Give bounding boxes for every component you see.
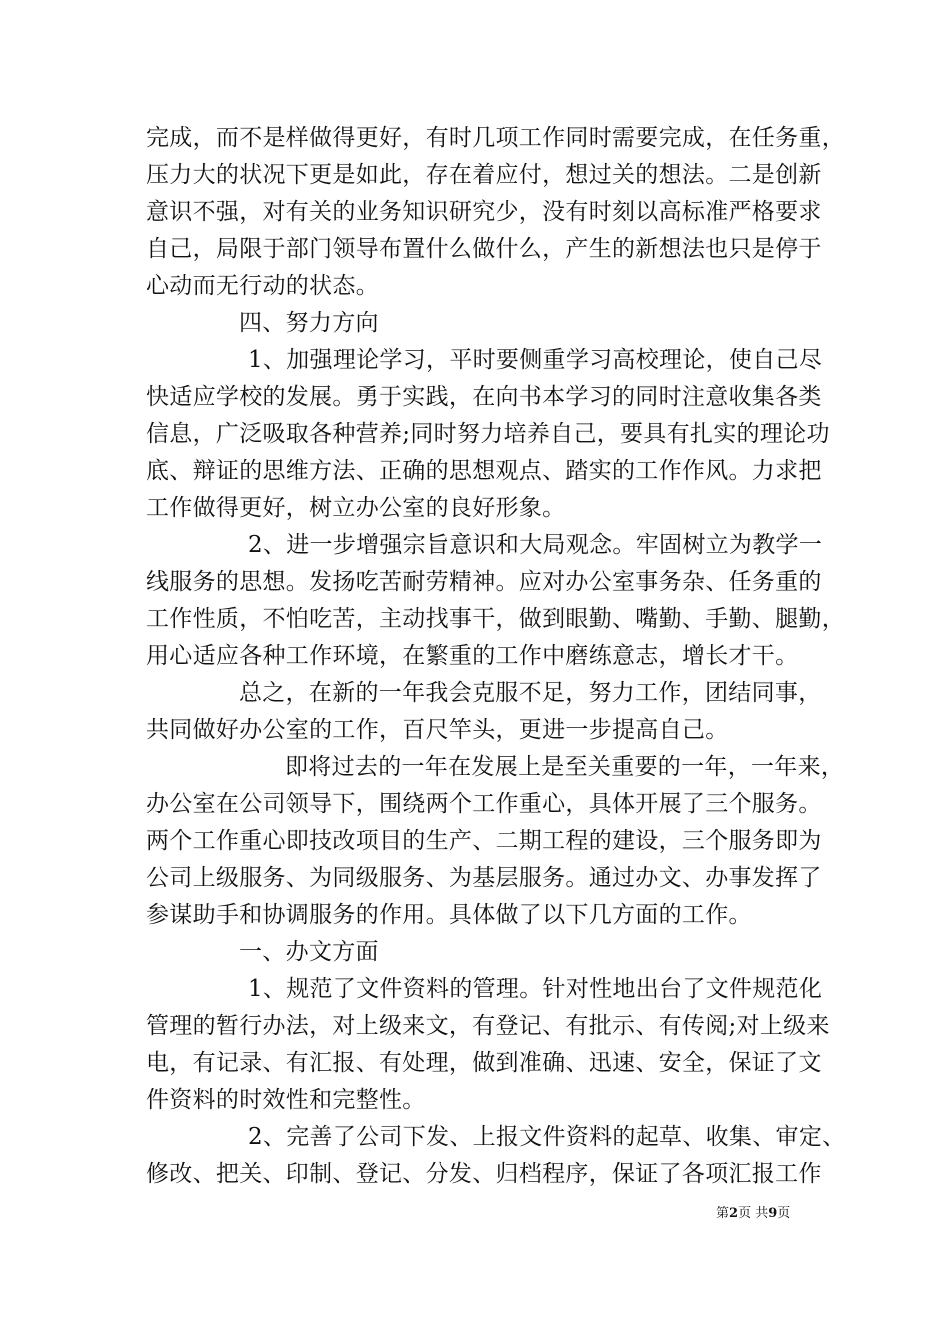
text-line: 修改、把关、印制、登记、分发、归档程序，保证了各项汇报工作 <box>146 1161 822 1187</box>
text-line: 1、规范了文件资料的管理。针对性地出台了文件规范化 <box>248 976 823 1002</box>
text-line: 总之，在新的一年我会克服不足，努力工作，团结同事， <box>239 680 822 706</box>
page-footer <box>716 1206 790 1222</box>
text-line: 电，有记录、有汇报、有处理，做到准确、迅速、安全，保证了文 <box>146 1050 822 1076</box>
text-line: 工作性质，不怕吃苦，主动找事干，做到眼勤、嘴勤、手勤、腿勤， <box>146 606 845 632</box>
current-page-number: 2 <box>729 1206 739 1221</box>
text-line: 用心适应各种工作环境，在繁重的工作中磨练意志，增长才干。 <box>146 643 799 669</box>
text-line: 公司上级服务、为同级服务、为基层服务。通过办文、办事发挥了 <box>146 865 822 891</box>
text-line: 1、加强理论学习，平时要侧重学习高校理论，使自己尽 <box>248 347 823 373</box>
footer-prefix: 第 <box>716 1206 730 1221</box>
text-line: 2、完善了公司下发、上报文件资料的起草、收集、审定、 <box>248 1124 846 1150</box>
text-line: 完成，而不是样做得更好，有时几项工作同时需要完成，在任务重， <box>146 125 845 151</box>
text-line: 心动而无行动的状态。 <box>146 273 379 299</box>
text-line: 即将过去的一年在发展上是至关重要的一年，一年来， <box>285 754 845 780</box>
text-line: 快适应学校的发展。勇于实践，在向书本学习的同时注意收集各类 <box>146 384 822 410</box>
section-heading: 一、办文方面 <box>239 939 379 965</box>
text-line: 共同做好办公室的工作，百尺竿头，更进一步提高自己。 <box>146 717 729 743</box>
text-line: 2、进一步增强宗旨意识和大局观念。牢固树立为教学一 <box>248 532 823 558</box>
text-line: 自己，局限于部门领导布置什么做什么，产生的新想法也只是停于 <box>146 236 822 262</box>
text-line: 管理的暂行办法，对上级来文，有登记、有批示、有传阅;对上级来 <box>146 1013 830 1039</box>
text-line: 压力大的状况下更是如此，存在着应付，想过关的想法。二是创新 <box>146 162 822 188</box>
total-page-count: 9 <box>768 1206 778 1221</box>
footer-middle: 页 共 <box>738 1206 769 1221</box>
text-line: 信息，广泛吸取各种营养;同时努力培养自己，要具有扎实的理论功 <box>146 421 830 447</box>
section-heading: 四、努力方向 <box>239 310 379 336</box>
text-line: 参谋助手和协调服务的作用。具体做了以下几方面的工作。 <box>146 902 752 928</box>
text-line: 底、辩证的思维方法、正确的思想观点、踏实的工作作风。力求把 <box>146 458 822 484</box>
text-line: 工作做得更好，树立办公室的良好形象。 <box>146 495 566 521</box>
text-line: 线服务的思想。发扬吃苦耐劳精神。应对办公室事务杂、任务重的 <box>146 569 822 595</box>
footer-suffix: 页 <box>777 1206 791 1221</box>
text-line: 两个工作重心即技改项目的生产、二期工程的建设，三个服务即为 <box>146 828 822 854</box>
text-line: 件资料的时效性和完整性。 <box>146 1087 426 1113</box>
text-line: 办公室在公司领导下，围绕两个工作重心，具体开展了三个服务。 <box>146 791 822 817</box>
text-line: 意识不强，对有关的业务知识研究少，没有时刻以高标准严格要求 <box>146 199 822 225</box>
